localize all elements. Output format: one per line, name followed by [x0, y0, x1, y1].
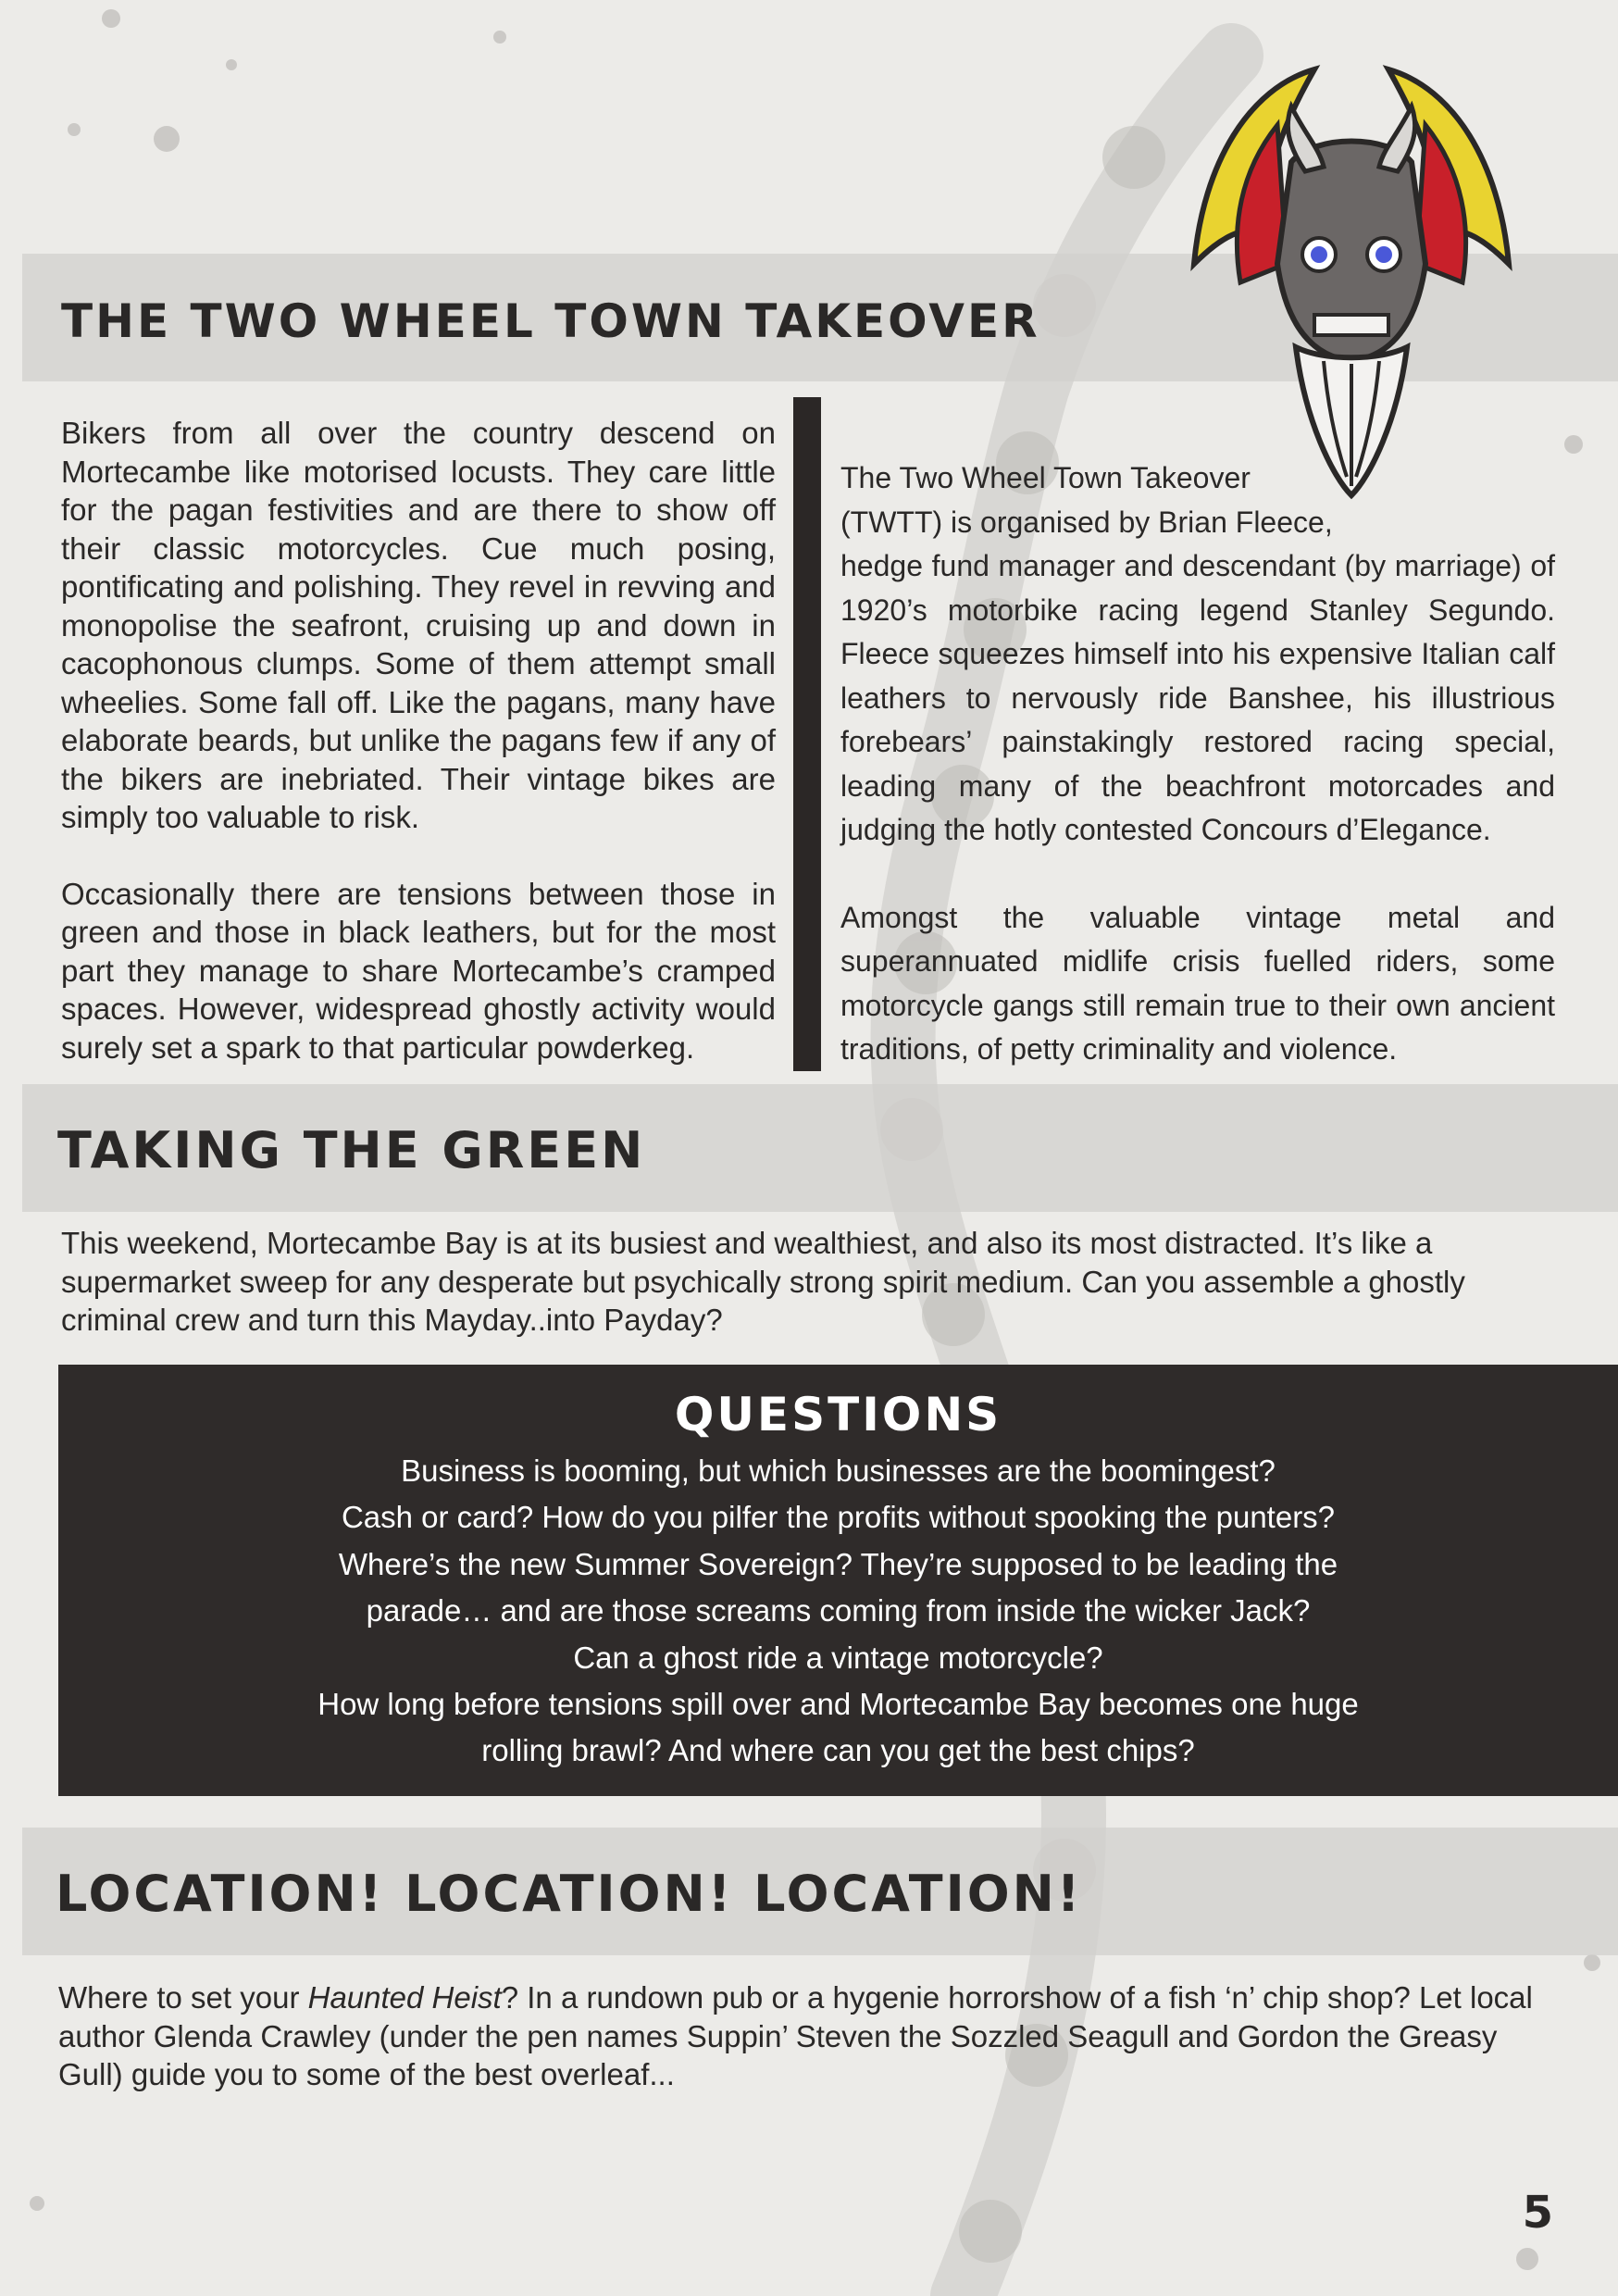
right-intro-line-1: The Two Wheel Town Takeover [840, 461, 1251, 494]
question-line: Where’s the new Summer Sovereign? They’re supposed to be leading the [338, 1546, 1338, 1581]
location-text-start: Where to set your [58, 1980, 308, 2015]
left-paragraph-2: Occasionally there are tensions between those in green and those in black leathers, but for the most part they manage to share Mortecambe’s cramped spaces. However, widespread ghostly activity would surely set a spark to that particular powderkeg. [61, 876, 776, 1065]
section-title-taking-the-green: TAKING THE GREEN [57, 1121, 646, 1179]
right-intro-line-2: (TWTT) is organised by Brian Fleece, [840, 505, 1333, 539]
right-paragraph-1: hedge fund manager and descendant (by marriage) of 1920’s motorbike racing legend Stanley Segundo. Fleece squeezes himself into his expensive Italian calf leathers to nervously ride Banshee, his illustrious forebears’ painstakingly restored racing special, leading many of the beachfront motorcades and judging the hotly contested Concours d’Elegance. [840, 549, 1555, 846]
question-line: Can a ghost ride a vintage motorcycle? [573, 1640, 1103, 1675]
question-line: How long before tensions spill over and Mortecambe Bay becomes one huge [317, 1687, 1359, 1722]
question-line: Business is booming, but which businesses are the boomingest? [401, 1454, 1276, 1488]
taking-the-green-paragraph: This weekend, Mortecambe Bay is at its busiest and wealthiest, and also its most distracted. It’s like a supermarket sweep for any desperate but psychically strong spirit medium. Can you assemble a ghostly criminal crew and turn this Mayday..into Payday? [61, 1226, 1465, 1337]
left-column [61, 414, 776, 1104]
section-title-two-wheel-town-takeover: THE TWO WHEEL TOWN TAKEOVER [61, 294, 1040, 348]
haunted-heist-title: Haunted Heist [307, 1980, 502, 2015]
question-line: rolling brawl? And where can you get the best chips? [481, 1733, 1195, 1768]
column-divider-bar [793, 397, 821, 1071]
right-paragraph-2: Amongst the valuable vintage metal and superannuated midlife crisis fuelled riders, some motorcycle gangs still remain true to their own ancient traditions, of petty criminality and violence. [840, 900, 1555, 1066]
horned-skull-emblem-icon [1176, 51, 1527, 505]
question-line: Cash or card? How do you pilfer the profits without spooking the punters? [341, 1500, 1336, 1535]
question-line: parade… and are those screams coming from inside the wicker Jack? [366, 1593, 1311, 1628]
location-paragraph [58, 1978, 1539, 2094]
page-number: 5 [1522, 2187, 1553, 2239]
left-paragraph-1: Bikers from all over the country descend on Mortecambe like motorised locusts. They care little for the pagan festivities and are there to show off their classic motorcycles. Cue much posing, pontificating and polishing. They revel in revving and monopolise the seafront, cruising up and down in cacophonous clumps. Some of them attempt small wheelies. Some fall off. Like the pagans, many have elaborate beards, but unlike the pagans few if any of the bikers are inebriated. Their vintage bikes are simply too valuable to risk. [61, 416, 776, 834]
location-text-end: ? In a rundown pub or a hygenie horrorshow of a fish ‘n’ chip shop? Let local author Glenda Crawley (under the pen names Suppin’ Steven the Sozzled Seagull and Gordon the Greasy Gull) guide you to some of the best overleaf... [58, 1980, 1533, 2091]
section-title-location: LOCATION! LOCATION! LOCATION! [56, 1865, 1083, 1923]
right-column [840, 456, 1555, 1072]
questions-title: QUESTIONS [674, 1388, 1002, 1441]
questions-box [58, 1365, 1618, 1796]
